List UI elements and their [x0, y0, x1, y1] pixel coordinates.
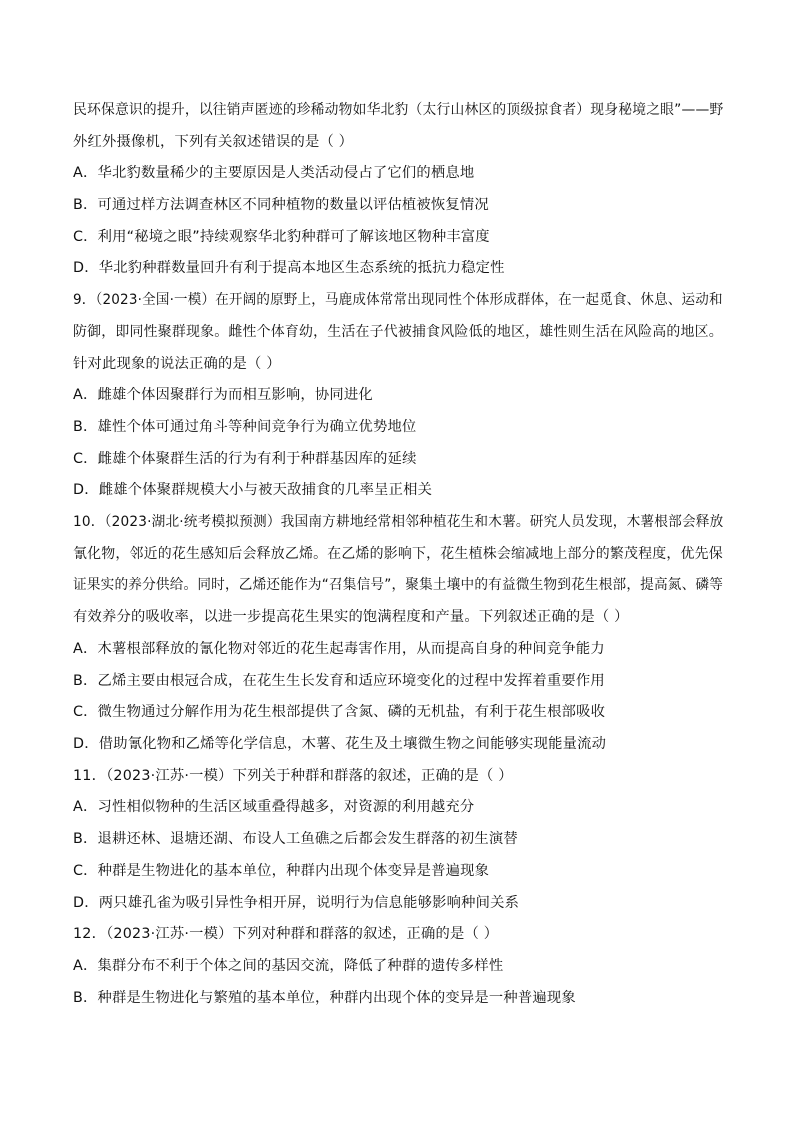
text-line: 外红外摄像机，下列有关叙述错误的是（ ）: [73, 134, 354, 150]
option-line: A．木薯根部释放的氰化物对邻近的花生起毒害作用，从而提高自身的种间竞争能力: [73, 641, 605, 657]
question-line: 证果实的养分供给。同时，乙烯还能作为“召集信号”，聚集土壤中的有益微生物到花生根部，提高氮、磷等: [73, 577, 724, 593]
question-line: 有效养分的吸收率，以进一步提高花生果实的饱满程度和产量。下列叙述正确的是（ ）: [73, 609, 629, 625]
option-line: C．微生物通过分解作用为花生根部提供了含氮、磷的无机盐，有利于花生根部吸收: [73, 704, 606, 720]
option-line: A．雌雄个体因聚群行为而相互影响，协同进化: [73, 387, 373, 403]
option-line: C．利用“秘境之眼”持续观察华北豹种群可了解该地区物种丰富度: [73, 229, 490, 245]
question-line: 氰化物，邻近的花生感知后会释放乙烯。在乙烯的影响下，花生植株会缩减地上部分的繁茂程度，优先保: [73, 546, 723, 562]
question-line: 针对此现象的说法正确的是（ ）: [73, 356, 281, 372]
option-line: B．乙烯主要由根冠合成，在花生生长发育和适应环境变化的过程中发挥着重要作用: [73, 673, 605, 689]
question-line: 10．（2023·湖北·统考模拟预测）我国南方耕地经常相邻种植花生和木薯。研究人员发现，木薯根部会释放: [73, 514, 724, 530]
question-line: 9．（2023·全国·一模）在开阔的原野上，马鹿成体常常出现同性个体形成群体，在一起觅食、休息、运动和: [73, 292, 723, 308]
option-line: B．雄性个体可通过角斗等种间竞争行为确立优势地位: [73, 419, 417, 435]
option-line: C．雌雄个体聚群生活的行为有利于种群基因库的延续: [73, 451, 417, 467]
option-line: D．两只雄孔雀为吸引异性争相开屏，说明行为信息能够影响种间关系: [73, 895, 520, 911]
text-line: 民环保意识的提升，以往销声匿迹的珍稀动物如华北豹（太行山林区的顶级掠食者）现身秘境之眼”——野: [73, 102, 724, 118]
option-line: A．华北豹数量稀少的主要原因是人类活动侵占了它们的栖息地: [73, 165, 475, 181]
option-line: D．借助氰化物和乙烯等化学信息，木薯、花生及土壤微生物之间能够实现能量流动: [73, 736, 607, 752]
option-line: D．雌雄个体聚群规模大小与被天敌捕食的几率呈正相关: [73, 482, 433, 498]
option-line: B．种群是生物进化与繁殖的基本单位，种群内出现个体的变异是一种普遍现象: [73, 990, 576, 1006]
option-line: A．习性相似物种的生活区域重叠得越多，对资源的利用越充分: [73, 799, 475, 815]
option-line: C．种群是生物进化的基本单位，种群内出现个体变异是普遍现象: [73, 863, 490, 879]
question-line: 防御，即同性聚群现象。雌性个体育幼，生活在子代被捕食风险低的地区，雄性则生活在风险高的地区。: [73, 324, 723, 340]
option-line: D．华北豹种群数量回升有利于提高本地区生态系统的抵抗力稳定性: [73, 260, 505, 276]
option-line: B．可通过样方法调查林区不同种植物的数量以评估植被恢复情况: [73, 197, 489, 213]
option-line: A．集群分布不利于个体之间的基因交流，降低了种群的遗传多样性: [73, 958, 504, 974]
option-line: B．退耕还林、退塘还湖、布设人工鱼礁之后都会发生群落的初生演替: [73, 831, 518, 847]
question-line: 12．（2023·江苏·一模）下列对种群和群落的叙述，正确的是（ ）: [73, 926, 499, 942]
question-line: 11．（2023·江苏·一模）下列关于种群和群落的叙述，正确的是（ ）: [73, 768, 513, 784]
